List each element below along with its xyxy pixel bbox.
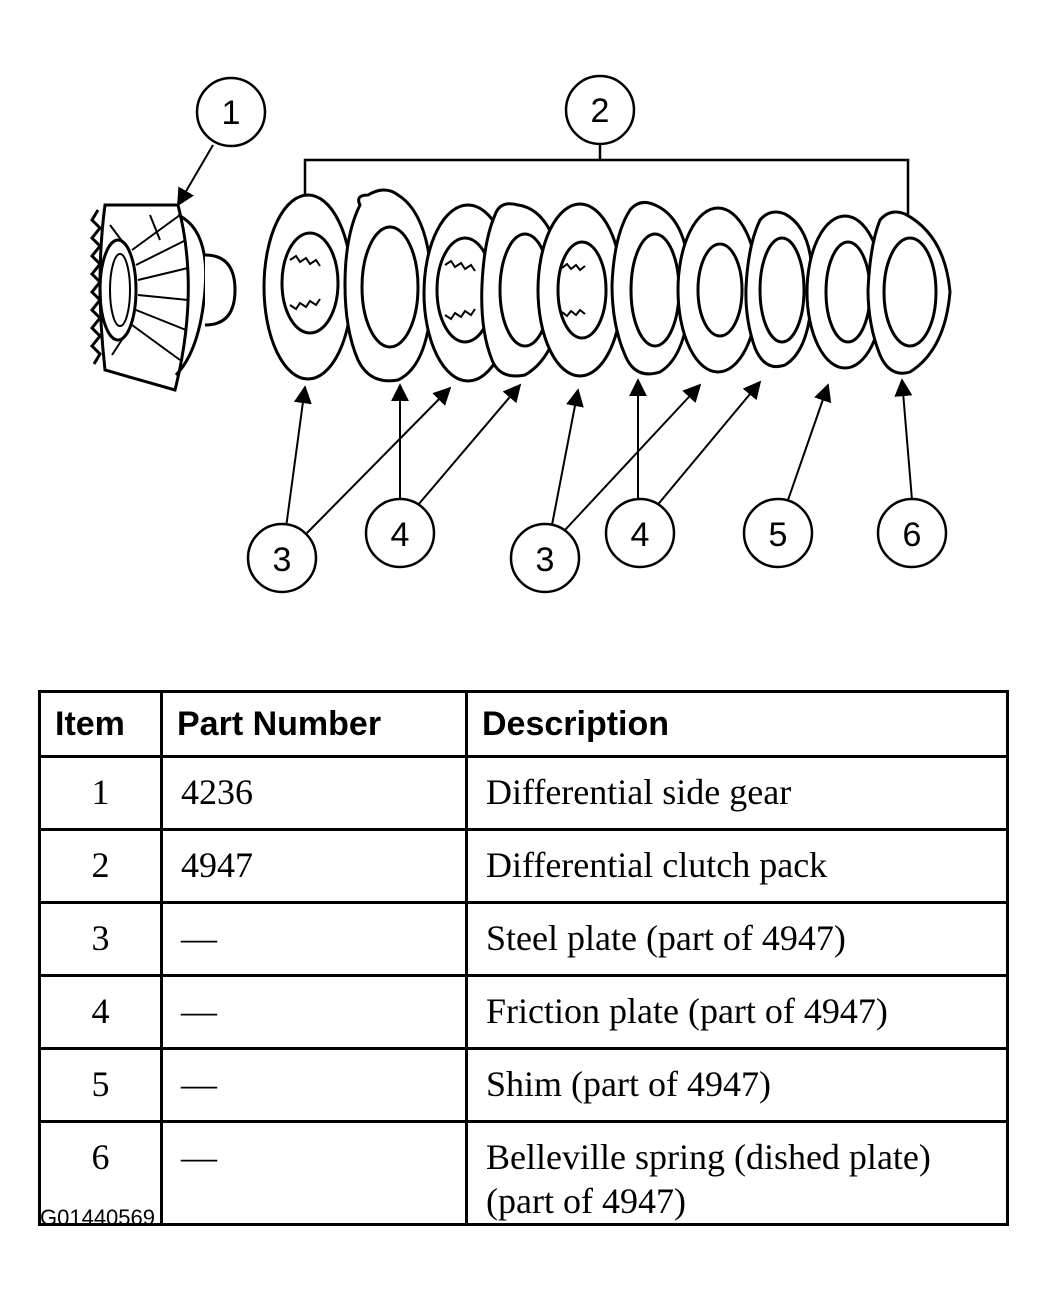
description-cell: Differential clutch pack <box>467 830 1008 903</box>
callout-3-left <box>248 524 316 592</box>
part-number-cell: — <box>162 976 467 1049</box>
side-gear-drawing <box>92 205 235 390</box>
description-cell: Friction plate (part of 4947) <box>467 976 1008 1049</box>
description-cell: Steel plate (part of 4947) <box>467 903 1008 976</box>
item-cell: 5 <box>40 1049 162 1122</box>
callout-5 <box>744 499 812 567</box>
svg-text:3: 3 <box>535 541 555 579</box>
callout-3-right <box>511 524 579 592</box>
callout-2 <box>566 76 634 144</box>
description-cell: Belleville spring (dished plate) (part of 4947) <box>467 1122 1008 1225</box>
part-number-cell: — <box>162 903 467 976</box>
figure-id: G01440569 <box>40 1205 155 1230</box>
header-description: Description <box>467 692 1008 757</box>
header-item: Item <box>40 692 162 757</box>
description-cell: Shim (part of 4947) <box>467 1049 1008 1122</box>
table-row <box>40 976 1008 1049</box>
callout-1 <box>197 78 265 146</box>
callout-4-right <box>606 499 674 567</box>
callout-4-left <box>366 499 434 567</box>
item-cell: 4 <box>40 976 162 1049</box>
item-cell: 2 <box>40 830 162 903</box>
svg-text:2: 2 <box>590 92 610 130</box>
clutch-pack-drawing <box>264 190 950 381</box>
item-cell: 6 <box>40 1122 162 1225</box>
header-part-number: Part Number <box>162 692 467 757</box>
item-cell: 3 <box>40 903 162 976</box>
svg-text:4: 4 <box>390 516 410 554</box>
table-row <box>40 830 1008 903</box>
svg-text:4: 4 <box>630 516 650 554</box>
description-cell: Differential side gear <box>467 757 1008 830</box>
table-row <box>40 1122 1008 1225</box>
part-number-cell: — <box>162 1049 467 1122</box>
table-header-row <box>40 692 1008 757</box>
table-row <box>40 757 1008 830</box>
callout-6 <box>878 499 946 567</box>
svg-text:5: 5 <box>768 516 788 554</box>
item-cell: 1 <box>40 757 162 830</box>
svg-text:1: 1 <box>221 94 241 132</box>
svg-text:3: 3 <box>272 541 292 579</box>
svg-text:6: 6 <box>902 516 922 554</box>
part-number-cell: 4236 <box>162 757 467 830</box>
table-row <box>40 1049 1008 1122</box>
part-number-cell: — <box>162 1122 467 1225</box>
parts-table <box>38 690 1009 1226</box>
table-row <box>40 903 1008 976</box>
part-number-cell: 4947 <box>162 830 467 903</box>
